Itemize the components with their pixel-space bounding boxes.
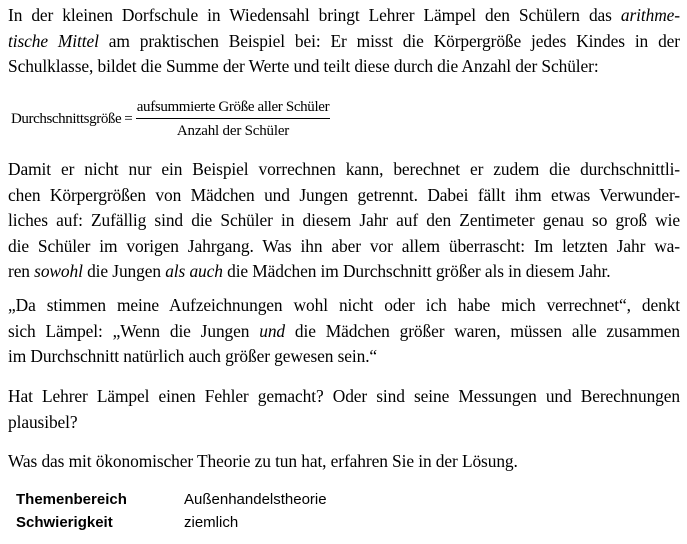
quote-line-2-text-b: die Mädchen größer waren, müssen alle zusammen — [285, 320, 681, 341]
observation-line-5-text-c: die Mädchen im Durchschnitt größer als in diesem Jahr. — [222, 261, 611, 281]
observation-line-1: Damit er nicht nur ein Beispiel vorrechnen kann, berechnet er zudem die durchschnittli- — [8, 159, 680, 179]
formula-denominator: Anzahl der Schüler — [176, 123, 290, 139]
formula-fraction — [136, 98, 330, 140]
intro-line-2-text: am praktischen Beispiel bei: Er misst die Körpergröße jedes Kindes in der — [98, 30, 680, 51]
question-line-2: plausibel? — [8, 411, 78, 432]
emphasis-sowohl: sowohl — [34, 261, 83, 281]
question-line-1: Hat Lehrer Lämpel einen Fehler gemacht? Oder sind seine Messungen und Berechnungen — [8, 386, 680, 406]
solution-hint-paragraph — [8, 449, 680, 475]
exercise-meta-table — [16, 488, 327, 534]
meta-value-difficulty: ziemlich — [184, 514, 239, 531]
intro-line-1-text: In der kleinen Dorfschule in Wiedensahl bringt Lehrer Lämpel den Schülern das — [8, 5, 621, 25]
meta-row-topic — [16, 488, 327, 511]
observation-line-5-text-b: die Jungen — [82, 261, 166, 281]
solution-hint-line: Was das mit ökonomischer Theorie zu tun hat, erfahren Sie in der Lösung. — [8, 451, 518, 471]
quote-line-3: im Durchschnitt natürlich auch größer gewesen sein.“ — [8, 346, 378, 366]
observation-line-5 — [8, 259, 680, 285]
meta-value-topic: Außenhandelstheorie — [184, 491, 327, 508]
formula-equals-sign: = — [124, 110, 133, 127]
observation-line-2: chen Körpergrößen von Mädchen und Jungen getrennt. Dabei fällt ihm etwas Verwunder- — [8, 184, 680, 205]
observation-line-4: die Schüler im vorigen Jahrgang. Was ihn aber vor allem überrascht: Im letzten Jahr wa- — [8, 235, 680, 256]
question-paragraph — [8, 384, 680, 435]
meta-key-difficulty: Schwierigkeit — [16, 514, 113, 531]
emphasis-und: und — [259, 320, 286, 341]
observation-paragraph — [8, 157, 680, 285]
intro-line-3-text: Schulklasse, bildet die Summe der Werte und teilt diese durch die Anzahl der Schüler: — [8, 56, 599, 76]
meta-key-topic: Themenbereich — [16, 491, 127, 508]
quote-paragraph — [8, 293, 680, 370]
emphasis-als-auch: als auch — [165, 261, 223, 281]
intro-line-2 — [8, 29, 680, 55]
emphasis-arithmetisches-mittel-part1: arithme- — [620, 5, 680, 25]
intro-line-3 — [8, 54, 680, 80]
formula-numerator: aufsummierte Größe aller Schüler — [136, 98, 330, 119]
intro-paragraph — [8, 3, 680, 80]
intro-line-1 — [8, 3, 680, 29]
meta-row-difficulty — [16, 511, 327, 534]
emphasis-arithmetisches-mittel-part2: tische Mittel — [8, 30, 99, 51]
formula-lhs: Durchschnittsgröße — [11, 110, 122, 127]
quote-line-2 — [8, 319, 680, 345]
quote-line-1: „Da stimmen meine Aufzeichnungen wohl nicht oder ich habe mich verrechnet“, denkt — [8, 295, 680, 315]
average-formula — [11, 98, 330, 140]
quote-line-2-text-a: sich Lämpel: „Wenn die Jungen — [8, 320, 260, 341]
observation-line-3: liches auf: Zufällig sind die Schüler in diesem Jahr auf den Zentimeter genau so groß wie — [8, 210, 680, 230]
observation-line-5-text-a: ren — [8, 261, 35, 281]
